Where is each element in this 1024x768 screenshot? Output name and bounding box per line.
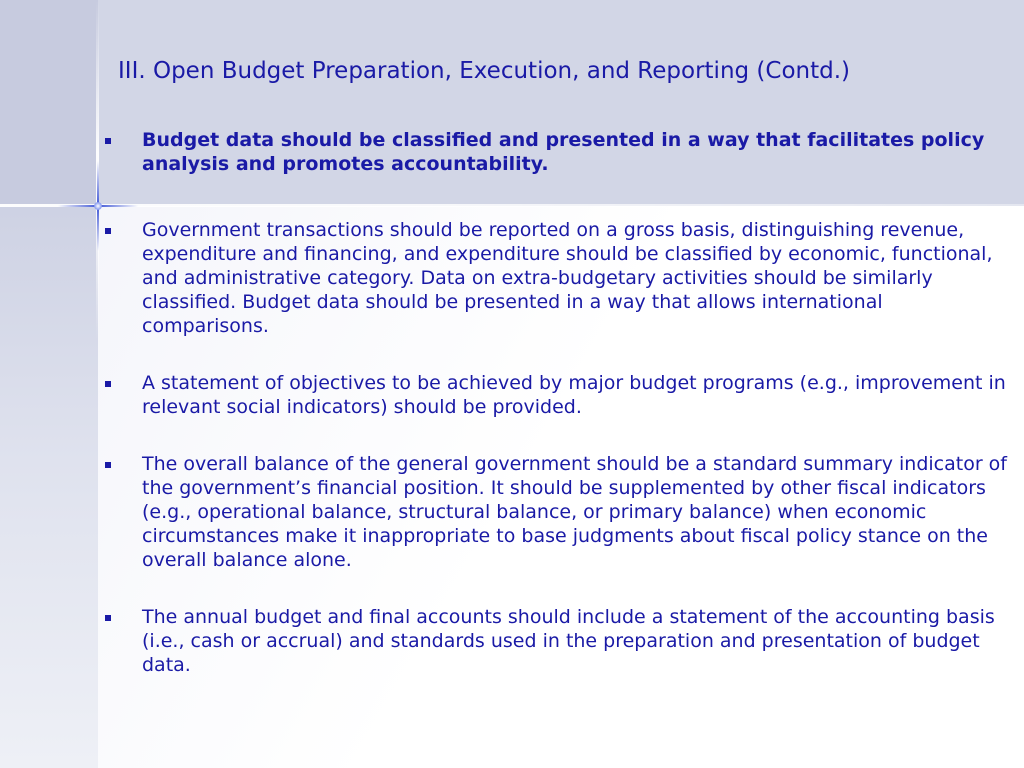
bullet-text: Government transactions should be reported on a gross basis, distinguishing revenue, expenditure and financing, and expenditure should be classified by economic, functional, and administrative category. Data on extra-budgetary activities should be similarly classified. Budget data should be presented in a way that allows international comparisons. <box>142 219 993 337</box>
bullet-list <box>100 128 1012 677</box>
square-bullet-icon <box>105 138 111 144</box>
square-bullet-icon <box>105 228 111 234</box>
bullet-item-accounting-basis <box>100 605 1012 677</box>
top-left-decorative-block <box>0 0 98 206</box>
bullet-item-gross-basis <box>100 218 1012 338</box>
slide-title: III. Open Budget Preparation, Execution, and Reporting (Contd.) <box>118 58 851 84</box>
bullet-item-overall-balance <box>100 452 1012 572</box>
bullet-item-objectives <box>100 371 1012 419</box>
bullet-item-classification <box>100 128 1012 176</box>
square-bullet-icon <box>105 462 111 468</box>
square-bullet-icon <box>105 381 111 387</box>
bullet-text: Budget data should be classified and presented in a way that facilitates policy analysis and promotes accountability. <box>142 129 985 175</box>
bullet-text: The overall balance of the general government should be a standard summary indicator of the government’s financial position. It should be supplemented by other fiscal indicators (e.g., operational balance, structural balance, or primary balance) when economic circumstances make it inappropriate to base judgments about fiscal policy stance on the overall balance alone. <box>142 453 1007 571</box>
square-bullet-icon <box>105 615 111 621</box>
bullet-text: A statement of objectives to be achieved by major budget programs (e.g., improvement in relevant social indicators) should be provided. <box>142 372 1006 418</box>
bullet-text: The annual budget and final accounts should include a statement of the accounting basis (i.e., cash or accrual) and standards used in the preparation and presentation of budget data. <box>142 606 995 676</box>
